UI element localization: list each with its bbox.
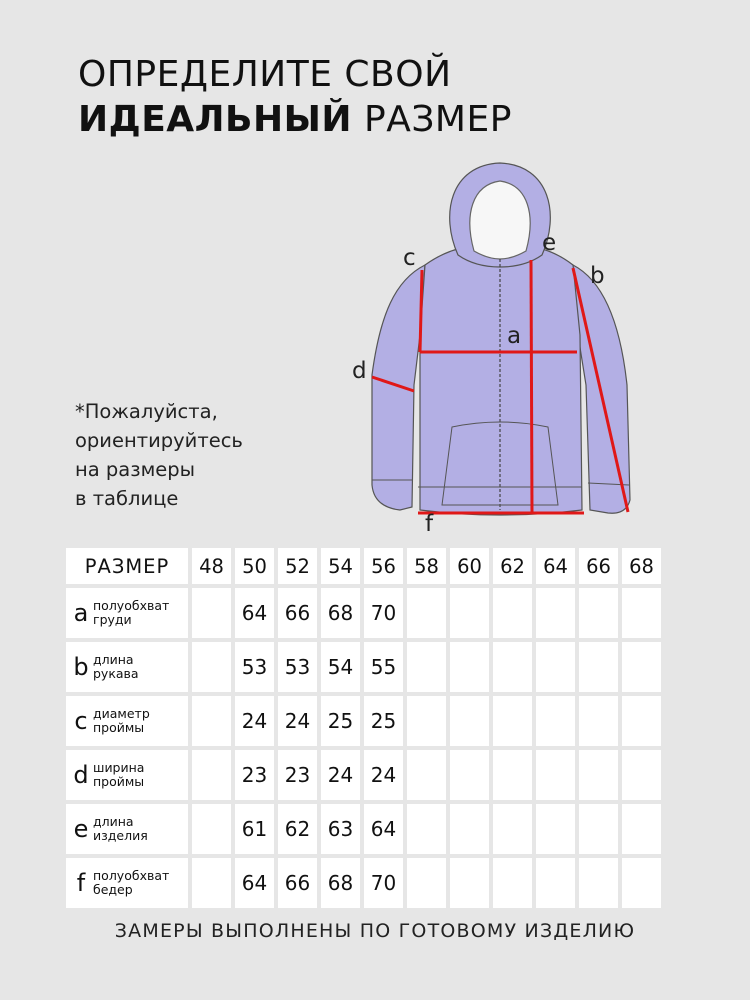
hoodie-illustration (340, 155, 660, 530)
value-cell (579, 750, 618, 800)
value-cell (192, 642, 231, 692)
value-cell (622, 588, 661, 638)
size-header-cell: 48 (192, 548, 231, 584)
row-letter: b (73, 653, 89, 681)
value-cell (579, 696, 618, 746)
row-description (93, 707, 150, 735)
value-cell (407, 804, 446, 854)
title-line-1: ОПРЕДЕЛИТЕ СВОЙ (78, 54, 452, 95)
value-cell (407, 696, 446, 746)
row-desc-line-1: диаметр (93, 706, 150, 721)
measurement-row-d (66, 750, 661, 800)
value-cell (536, 804, 575, 854)
measurement-row-b (66, 642, 661, 692)
label-c: c (403, 245, 416, 271)
note-line-3: на размеры (75, 458, 196, 481)
value-cell (192, 750, 231, 800)
label-d: d (352, 358, 367, 384)
title-bold-word: ИДЕАЛЬНЫЙ (78, 99, 353, 140)
row-desc-line-1: длина (93, 814, 134, 829)
value-cell: 23 (278, 750, 317, 800)
value-cell (622, 750, 661, 800)
page-title (78, 52, 512, 142)
row-letter: c (74, 707, 88, 735)
value-cell (407, 642, 446, 692)
value-cell: 24 (235, 696, 274, 746)
size-header-cell: 52 (278, 548, 317, 584)
size-header-cell: 62 (493, 548, 532, 584)
measure-e-line (531, 260, 532, 513)
value-cell: 55 (364, 642, 403, 692)
value-cell (493, 804, 532, 854)
row-description (93, 599, 169, 627)
size-header-cell: 68 (622, 548, 661, 584)
value-cell: 66 (278, 858, 317, 908)
row-desc-line-1: ширина (93, 760, 145, 775)
value-cell (536, 750, 575, 800)
row-desc-line-2: изделия (93, 828, 148, 843)
value-cell (536, 588, 575, 638)
value-cell (192, 696, 231, 746)
value-cell (407, 858, 446, 908)
size-header-cell: 64 (536, 548, 575, 584)
value-cell (493, 588, 532, 638)
value-cell (493, 750, 532, 800)
value-cell: 24 (321, 750, 360, 800)
value-cell (450, 858, 489, 908)
size-table (62, 544, 665, 912)
value-cell (622, 642, 661, 692)
value-cell: 62 (278, 804, 317, 854)
row-letter: e (73, 815, 89, 843)
note-line-4: в таблице (75, 487, 179, 510)
value-cell (192, 588, 231, 638)
value-cell (493, 642, 532, 692)
note-line-2: ориентируйтесь (75, 429, 243, 452)
value-cell: 68 (321, 858, 360, 908)
value-cell: 68 (321, 588, 360, 638)
value-cell (622, 804, 661, 854)
value-cell (536, 642, 575, 692)
row-letter: a (73, 599, 89, 627)
value-cell: 53 (278, 642, 317, 692)
row-label-wrap (66, 761, 188, 789)
measurement-row-a (66, 588, 661, 638)
value-cell (192, 858, 231, 908)
measurement-row-e (66, 804, 661, 854)
value-cell: 63 (321, 804, 360, 854)
row-desc-line-1: полуобхват (93, 598, 170, 613)
value-cell (536, 696, 575, 746)
value-cell: 64 (235, 858, 274, 908)
value-cell (579, 804, 618, 854)
size-header-cell: 66 (579, 548, 618, 584)
value-cell (493, 858, 532, 908)
row-letter: d (73, 761, 89, 789)
row-desc-line-2: проймы (93, 720, 145, 735)
measure-c-line (420, 270, 422, 352)
title-line-2 (78, 97, 512, 142)
value-cell (622, 858, 661, 908)
size-header-cell: 56 (364, 548, 403, 584)
measurement-row-c (66, 696, 661, 746)
title-rest: РАЗМЕР (352, 99, 512, 140)
row-desc-line-2: бедер (93, 882, 133, 897)
value-cell (407, 588, 446, 638)
row-desc-line-2: груди (93, 612, 132, 627)
value-cell (579, 588, 618, 638)
value-cell: 25 (321, 696, 360, 746)
size-header-cell: 54 (321, 548, 360, 584)
row-label-wrap (66, 869, 188, 897)
row-label (66, 858, 188, 908)
value-cell (192, 804, 231, 854)
hoodie-diagram (340, 155, 660, 537)
row-desc-line-1: длина (93, 652, 134, 667)
size-header-cell: 50 (235, 548, 274, 584)
row-label (66, 588, 188, 638)
row-description (93, 761, 144, 789)
value-cell (579, 858, 618, 908)
value-cell: 24 (364, 750, 403, 800)
value-cell: 66 (278, 588, 317, 638)
value-cell (493, 696, 532, 746)
measurement-row-f (66, 858, 661, 908)
label-f: f (425, 511, 434, 537)
value-cell (450, 696, 489, 746)
value-cell: 61 (235, 804, 274, 854)
row-label-wrap (66, 653, 188, 681)
value-cell (622, 696, 661, 746)
row-label (66, 804, 188, 854)
row-desc-line-2: рукава (93, 666, 139, 681)
row-label-wrap (66, 707, 188, 735)
value-cell: 23 (235, 750, 274, 800)
label-b: b (590, 263, 605, 289)
value-cell (450, 804, 489, 854)
size-header-label: РАЗМЕР (66, 548, 188, 584)
size-header-row (66, 548, 661, 584)
value-cell (579, 642, 618, 692)
label-a: a (507, 323, 522, 349)
row-description (93, 653, 139, 681)
value-cell (450, 588, 489, 638)
row-desc-line-2: проймы (93, 774, 145, 789)
row-letter: f (76, 869, 86, 897)
size-header-cell: 58 (407, 548, 446, 584)
row-description (93, 815, 148, 843)
value-cell: 64 (235, 588, 274, 638)
hood-opening (470, 181, 530, 259)
value-cell: 64 (364, 804, 403, 854)
value-cell: 25 (364, 696, 403, 746)
row-label-wrap (66, 815, 188, 843)
row-label (66, 642, 188, 692)
value-cell: 54 (321, 642, 360, 692)
value-cell (407, 750, 446, 800)
value-cell: 24 (278, 696, 317, 746)
value-cell: 53 (235, 642, 274, 692)
row-label (66, 750, 188, 800)
footer-note: ЗАМЕРЫ ВЫПОЛНЕНЫ ПО ГОТОВОМУ ИЗДЕЛИЮ (114, 920, 636, 942)
row-description (93, 869, 169, 897)
size-note (75, 397, 243, 513)
value-cell: 70 (364, 858, 403, 908)
row-label (66, 696, 188, 746)
value-cell (536, 858, 575, 908)
value-cell (450, 642, 489, 692)
row-desc-line-1: полуобхват (93, 868, 170, 883)
value-cell: 70 (364, 588, 403, 638)
note-line-1: *Пожалуйста, (75, 400, 218, 423)
value-cell (450, 750, 489, 800)
size-header-cell: 60 (450, 548, 489, 584)
row-label-wrap (66, 599, 188, 627)
label-e: e (542, 230, 557, 256)
